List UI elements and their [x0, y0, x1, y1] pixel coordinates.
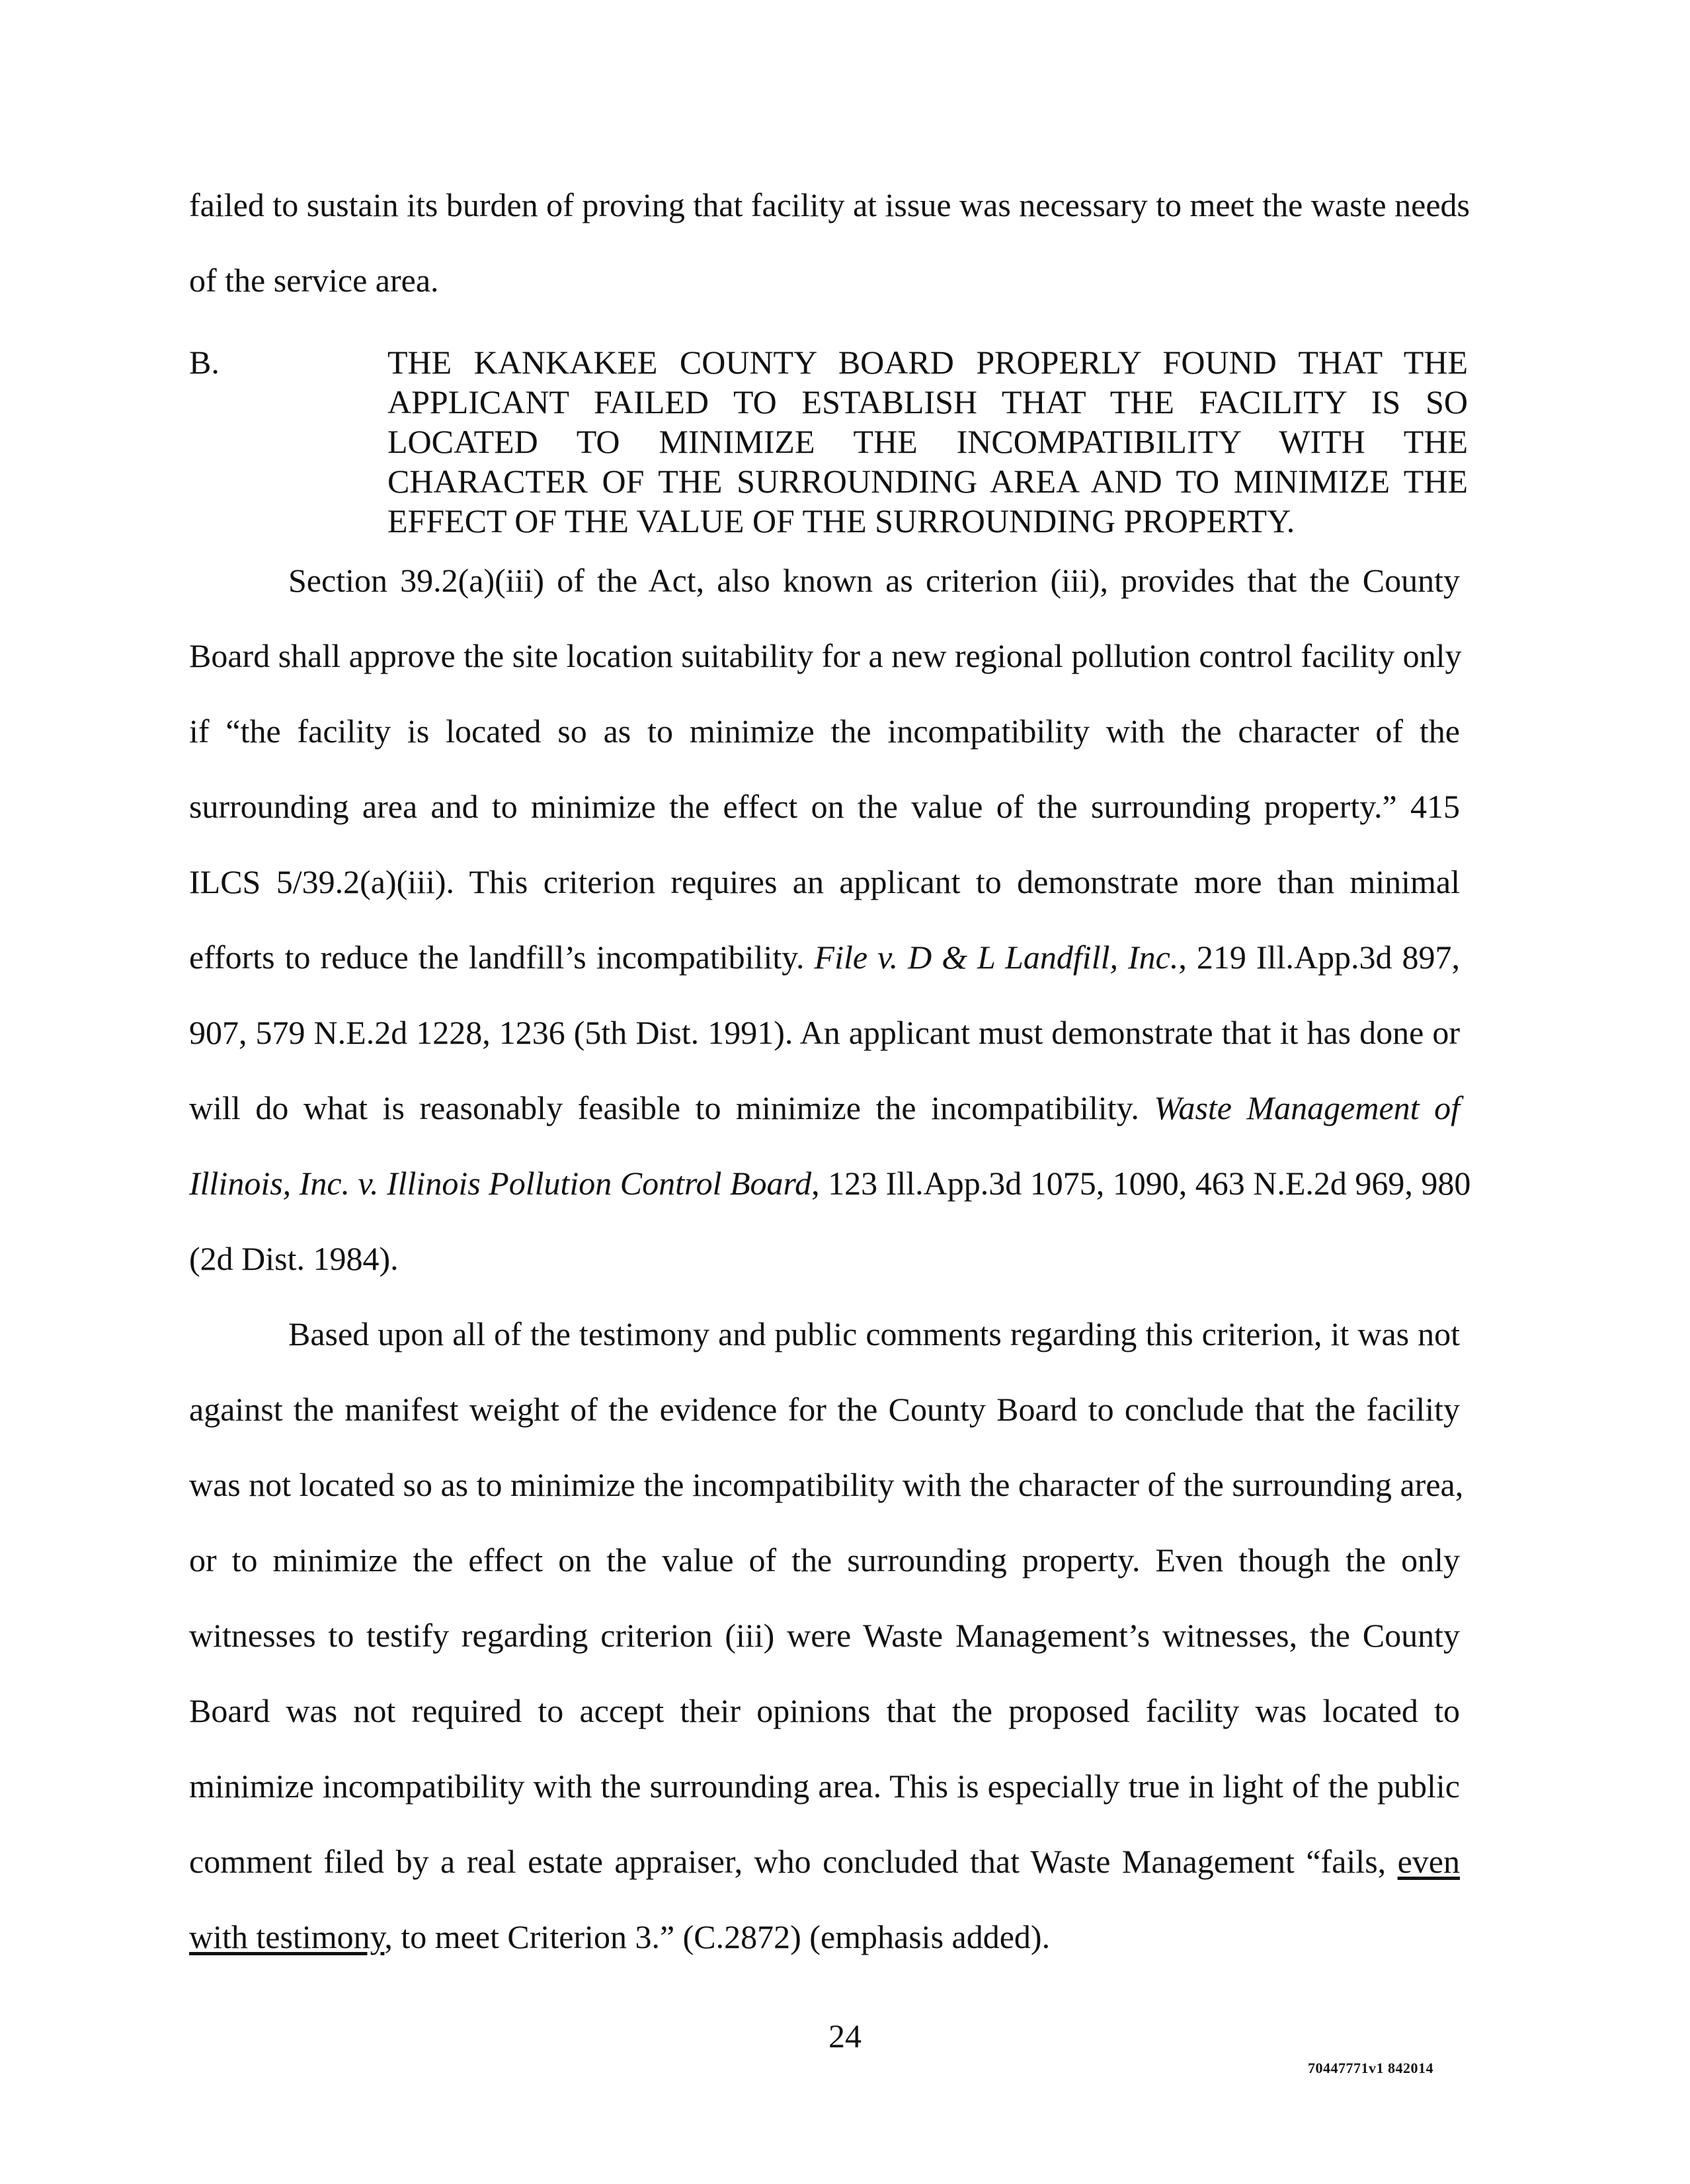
p1-line-2: Board shall approve the site location suitability for a new regional pollution control facility only — [189, 637, 1462, 674]
page-number: 24 — [828, 2017, 862, 2054]
p1-line-8-text: will do what is reasonably feasible to minimize the incompatibility. — [189, 1089, 1154, 1126]
continuation-line-1: failed to sustain its burden of proving that facility at issue was necessary to meet the waste needs — [189, 186, 1470, 223]
emphasis-underline-part2: with testimony — [189, 1918, 385, 1955]
p1-line-6-citation: , 219 Ill.App.3d 897, — [1178, 939, 1461, 976]
emphasis-underline-part1: even — [1397, 1843, 1460, 1880]
heading-line-2: APPLICANT FAILED TO ESTABLISH THAT THE FACILITY IS SO — [387, 383, 1468, 420]
section-heading-text — [387, 342, 1468, 541]
section-heading-letter: B. — [189, 344, 220, 381]
p2-line-9-text: , to meet Criterion 3.” (C.2872) (emphasis added). — [384, 1918, 1051, 1955]
p2-line-7: minimize incompatibility with the surrounding area. This is especially true in light of the public — [189, 1768, 1460, 1805]
p1-line-10: (2d Dist. 1984). — [189, 1240, 399, 1277]
heading-line-4: CHARACTER OF THE SURROUNDING AREA AND TO MINIMIZE THE — [387, 463, 1468, 500]
case-citation-file-v-dl-landfill: File v. D & L Landfill, Inc. — [814, 939, 1179, 976]
case-citation-waste-management-part2: Illinois, Inc. v. Illinois Pollution Control Board — [189, 1165, 812, 1202]
p2-line-8-text: comment filed by a real estate appraiser, who concluded that Waste Management “fails, — [189, 1843, 1398, 1880]
document-id: 70447771v1 842014 — [1308, 2060, 1433, 2076]
p2-line-5: witnesses to testify regarding criterion (iii) were Waste Management’s witnesses, the County — [189, 1617, 1460, 1654]
p1-line-9 — [189, 1163, 1471, 1203]
p1-line-5: ILCS 5/39.2(a)(iii). This criterion requires an applicant to demonstrate more than minimal — [189, 863, 1460, 900]
p2-line-3: was not located so as to minimize the incompatibility with the character of the surrounding area, — [189, 1466, 1464, 1503]
p2-line-1: Based upon all of the testimony and public comments regarding this criterion, it was not — [288, 1315, 1460, 1352]
p2-line-4: or to minimize the effect on the value of the surrounding property. Even though the only — [189, 1541, 1460, 1579]
p1-line-4: surrounding area and to minimize the effect on the value of the surrounding property.” 415 — [189, 788, 1460, 825]
p1-line-8 — [189, 1088, 1460, 1128]
case-citation-waste-management-part1: Waste Management of — [1154, 1089, 1461, 1126]
p2-line-2: against the manifest weight of the evidence for the County Board to conclude that the facility — [189, 1391, 1460, 1428]
heading-line-1: THE KANKAKEE COUNTY BOARD PROPERLY FOUND THAT THE — [387, 344, 1468, 381]
p1-line-9-citation: , 123 Ill.App.3d 1075, 1090, 463 N.E.2d 969, 980 — [811, 1165, 1471, 1202]
p2-line-9 — [189, 1917, 1460, 1957]
p1-line-3: if “the facility is located so as to minimize the incompatibility with the character of the — [189, 713, 1460, 750]
p1-line-6-text: efforts to reduce the landfill’s incompatibility. — [189, 939, 815, 976]
p1-line-6 — [189, 937, 1460, 977]
p1-line-1: Section 39.2(a)(iii) of the Act, also known as criterion (iii), provides that the County — [288, 562, 1460, 599]
p2-line-8 — [189, 1842, 1460, 1881]
p2-line-6: Board was not required to accept their opinions that the proposed facility was located to — [189, 1692, 1460, 1729]
p1-line-7: 907, 579 N.E.2d 1228, 1236 (5th Dist. 1991). An applicant must demonstrate that it has done or — [189, 1014, 1460, 1051]
heading-line-5: EFFECT OF THE VALUE OF THE SURROUNDING PROPERTY. — [387, 502, 1295, 539]
heading-line-3: LOCATED TO MINIMIZE THE INCOMPATIBILITY WITH THE — [387, 423, 1468, 460]
continuation-line-2: of the service area. — [189, 262, 439, 299]
